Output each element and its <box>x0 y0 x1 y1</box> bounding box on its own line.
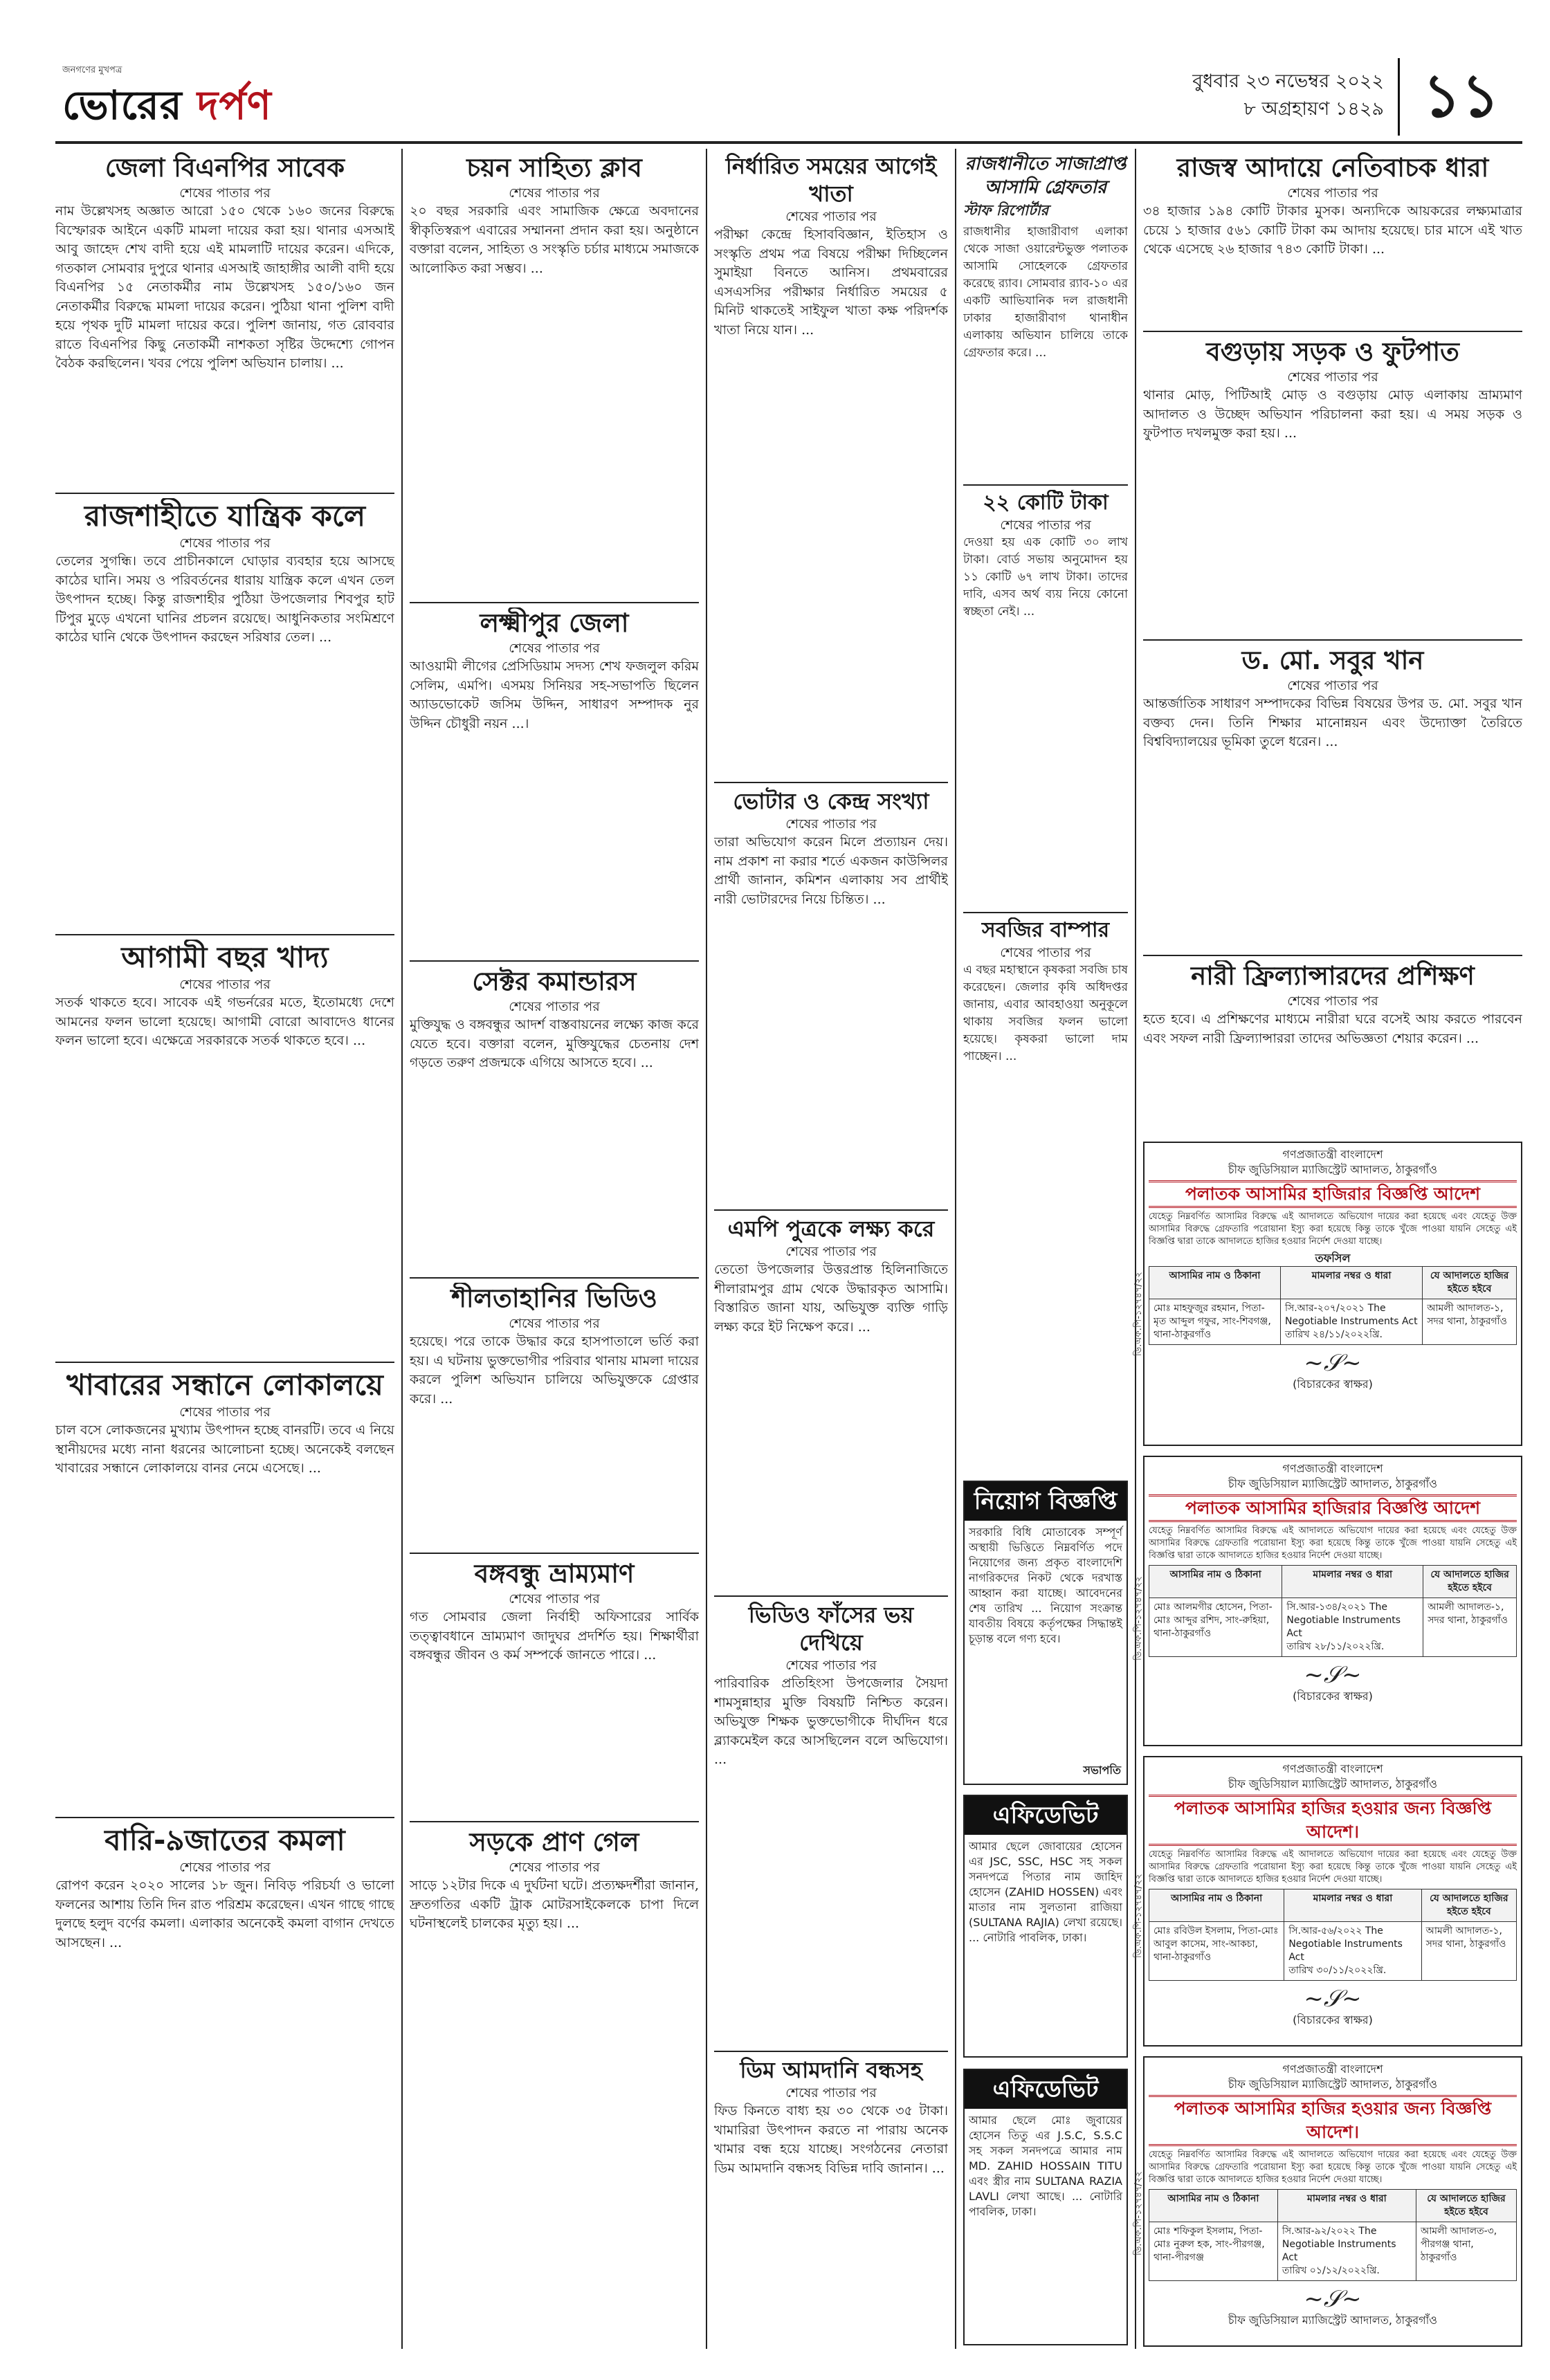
court-name: চীফ জুডিসিয়াল ম্যাজিস্ট্রেট আদালত, ঠাকুরগাঁও <box>1228 2078 1438 2091</box>
article-sector <box>410 966 699 1270</box>
article-body: চাল বসে লোকজনের মুখ্যাম উৎপাদন হচ্ছে বানরটি। তবে এ নিয়ে স্থানীয়দের মধ্যে নানা ধরনের আলোচনা হচ্ছে। অনেকেই বলছেন খাবারের সন্ধানে লোকালয়ে বানর নেমে এসেছে। ... <box>55 1422 394 1476</box>
page-number: ১১ <box>1398 58 1522 136</box>
article-body: আওয়ামী লীগের প্রেসিডিয়াম সদস্য শেখ ফজলুল করিম সেলিম, এমপি। এসময় সিনিয়র সহ-সভাপতি ছিলেন অ্যাডভোকেট জসিম উদ্দিন, সাধারণ সম্পাদক নুর উদ্দিন চৌধুরী নয়ন ...। <box>410 659 699 731</box>
headline: সবজির বাম্পার <box>981 918 1110 942</box>
continued-label: শেষের পাতার পর <box>785 816 877 832</box>
article-body: রোপণ করেন ২০২০ সালের ১৮ জুন। নিবিড় পরিচর্যা ও ভালো ফলনের আশায় তিনি দিন রাত পরিশ্রম করেছেন। এখন গাছে গাছে দুলছে হলুদ বর্ণের কমলা। এলাকার অনেকেই কমলা বাগান দেখতে আসছেন। ... <box>55 1878 394 1950</box>
continued-label: শেষের পাতার পর <box>1000 945 1091 960</box>
continued-label: শেষের পাতার পর <box>509 641 600 656</box>
date-gregorian: বুধবার ২৩ নভেম্বর ২০২২ <box>1192 71 1384 92</box>
cell <box>1282 1598 1423 1657</box>
article-bnp <box>55 152 394 484</box>
article-egg <box>714 2056 948 2347</box>
notice-title: পলাতক আসামির হাজির হওয়ার জন্য বিজ্ঞপ্তি আদেশ। <box>1149 2095 1517 2146</box>
ad-title: এফিডেভিট <box>965 1796 1127 1835</box>
masthead-tagline: জনগণের মুখপত্র <box>62 65 122 75</box>
masthead <box>55 55 1522 138</box>
judge-signature: ~𝒮~ <box>1304 2285 1362 2313</box>
issue-date <box>1079 68 1384 126</box>
notice-title: পলাতক আসামির হাজিরার বিজ্ঞপ্তি আদেশ <box>1149 1494 1517 1522</box>
ad-title: এফিডেভিট <box>965 2070 1127 2109</box>
column-rule <box>955 149 956 2349</box>
article-accident <box>410 1827 699 2348</box>
court-name: চীফ জুডিসিয়াল ম্যাজিস্ট্রেট আদালত, ঠাকুরগাঁও <box>1228 1477 1438 1490</box>
section-rule <box>55 1817 394 1818</box>
col-header: যে আদালতে হাজির হইতে হইবে <box>1423 1566 1517 1598</box>
hearing-date: তারিখ ২৮/১১/২০২২খ্রি. <box>1286 1641 1385 1652</box>
cell: আমলী আদালত-১, সদর থানা, ঠাকুরগাঁও <box>1421 1922 1516 1981</box>
continued-label: শেষের পাতার পর <box>179 185 271 201</box>
section-rule <box>714 1209 948 1211</box>
column-rule <box>401 149 403 2349</box>
article-body: রাজধানীর হাজারীবাগ এলাকা থেকে সাজা ওয়ারেন্টভুক্ত পলাতক আসামি সোহেলকে গ্রেফতার করেছে র‌্যাব। সোমবার র‌্যাব-১০ এর একটি আভিযানিক দল রাজধানী ঢাকার হাজারীবাগ থানাধীন এলাকায় অভিযান চালিয়ে তাকে গ্রেফতার করে। ... <box>963 225 1128 360</box>
notice-preamble: যেহেতু নিম্নবর্ণিত আসামির বিরুদ্ধে এই আদালতে অভিযোগ দায়ের করা হয়েছে এবং যেহেতু উক্ত আসামির বিরুদ্ধে গ্রেফতারি পরোয়ানা ইস্যু করা হয়েছে কিন্তু তাকে খুঁজে পাওয়া যায়নি সেহেতু এই বিজ্ঞপ্তি দ্বারা তাকে আদালতে হাজির হওয়ার নির্দেশ দেওয়া যাচ্ছে। <box>1149 1211 1517 1247</box>
ad-code: ডি.এফ.পি-১২৭৪৭/২২ <box>1133 1874 1144 1958</box>
article-body: তেলের সুগন্ধি। তবে প্রাচীনকালে ঘোড়ার ব্যবহার হয়ে আসছে কাঠের ঘানি। সময় ও পরিবর্তনের ধারায় যান্ত্রিক কলে এখন তেল উৎপাদন হচ্ছে। কিন্তু রাজশাহীর পুঠিয়া উপজেলার শিবপুর হাট টিপুর মুড়ে এখনো ঘানির প্রচলন রয়েছে। আধুনিকতার সংমিশ্রণে কাঠের ঘানি থেকে উৎপাদন করছেন সরিষার তেল। ... <box>55 553 394 645</box>
schedule-table <box>1149 2189 1517 2281</box>
ad-body: সরকারি বিধি মোতাবেক সম্পূর্ণ অস্থায়ী ভিত্তিতে নিম্নবর্ণিত পদে নিয়োগের জন্য প্রকৃত বাংলাদেশি নাগরিকদের নিকট থেকে দরখাস্ত আহ্বান করা যাচ্ছে। আবেদনের শেষ তারিখ ... নিয়োগ সংক্রান্ত যাবতীয় বিষয়ে কর্তৃপক্ষের সিদ্ধান্তই চূড়ান্ত বলে গণ্য হবে। <box>969 1526 1122 1645</box>
article-khata <box>714 152 948 775</box>
article-laxmipur <box>410 607 699 953</box>
col-header: মামলার নম্বর ও ধারা <box>1282 1566 1423 1598</box>
headline: রাজধানীতে সাজাপ্রাপ্ত আসামি গ্রেফতার <box>965 154 1127 198</box>
judge-signature: ~𝒮~ <box>1304 1661 1362 1689</box>
headline: রাজশাহীতে যান্ত্রিক কলে <box>84 499 366 533</box>
article-agri <box>55 498 394 927</box>
continued-label: শেষের পাতার পর <box>1287 185 1378 201</box>
ad-signatory: সভাপতি <box>1083 1764 1121 1777</box>
court-header: গণপ্রজাতন্ত্রী বাংলাদেশ <box>1282 1462 1383 1475</box>
continued-label: শেষের পাতার পর <box>785 209 877 224</box>
case-number: সি.আর-৯২/২০২২ The Negotiable Instruments Act <box>1282 2226 1396 2263</box>
article-vegetable <box>963 917 1128 1471</box>
headline: ডিম আমদানি বন্ধসহ <box>740 2057 922 2083</box>
logo-word-2: দর্পণ <box>182 82 272 129</box>
cell: আমলী আদালত-১, সদর থানা, ঠাকুরগাঁও <box>1423 1598 1517 1657</box>
column-rule <box>706 149 707 2349</box>
section-rule <box>714 782 948 783</box>
headline: বগুড়ায় সড়ক ও ফুটপাত <box>1206 337 1459 367</box>
continued-label: শেষের পাতার পর <box>509 1316 600 1331</box>
judge-signature: ~𝒮~ <box>1304 1349 1362 1377</box>
continued-label: শেষের পাতার পর <box>1287 369 1378 385</box>
continued-label: শেষের পাতার পর <box>1287 678 1378 693</box>
article-taka <box>963 490 1128 905</box>
court-header: গণপ্রজাতন্ত্রী বাংলাদেশ <box>1282 1148 1383 1161</box>
signature-title: চীফ জুডিসিয়াল ম্যাজিস্ট্রেট আদালত, ঠাকুরগাঁও <box>1228 2314 1438 2327</box>
cell: মোঃ শফিকুল ইসলাম, পিতা-মোঃ নুরুল হক, সাং-পীরগঞ্জ, থানা-পীরগঞ্জ <box>1149 2222 1278 2281</box>
hearing-date: তারিখ ২৪/১১/২০২২খ্রি. <box>1284 1329 1383 1340</box>
case-number: সি.আর-৫৬/২০২২ The Negotiable Instruments Act <box>1288 1925 1403 1963</box>
col-header: মামলার নম্বর ও ধারা <box>1277 2190 1416 2222</box>
continued-label: শেষের পাতার পর <box>179 1404 271 1420</box>
continued-label: শেষের পাতার পর <box>785 2085 877 2100</box>
article-body: সতর্ক থাকতে হবে। সাবেক এই গভর্নরের মতে, ইতোমধ্যে দেশে আমনের ফলন ভালো হয়েছে। আগামী বোরো আবাদেও ধানের ফলন ভালো হবে। এক্ষেত্রে সরকারকে সতর্ক থাকতে হবে। ... <box>55 995 394 1048</box>
headline: সেক্টর কমান্ডারস <box>472 967 637 996</box>
headline: ২২ কোটি টাকা <box>983 491 1109 515</box>
table-row <box>1149 1299 1517 1345</box>
schedule-caption: তফসিল <box>1315 1252 1351 1265</box>
continued-label: শেষের পাতার পর <box>509 1591 600 1606</box>
article-body: ৩৪ হাজার ১৯৪ কোটি টাকার মুসক। অন্যদিকে আয়করের লক্ষ্যমাত্রার চেয়ে ১ হাজার ৫৬১ কোটি টাকা কম আদায় হয়েছে। চার মাসে এই খাত থেকে এসেছে ২৬ হাজার ৭৪৩ কোটি টাকা। ... <box>1143 203 1522 257</box>
article-video <box>714 1601 948 2044</box>
court-notice-1 <box>1143 1142 1522 1446</box>
headline: খাবারের সন্ধানে লোকালয়ে <box>66 1368 383 1402</box>
article-body: গত সোমবার জেলা নির্বাহী অফিসারের সার্বিক তত্ত্বাবধানে ভ্রাম্যমাণ জাদুঘর প্রদর্শিত হয়। শিক্ষার্থীরা বঙ্গবন্ধুর জীবন ও কর্ম সম্পর্কে জানতে পারে। ... <box>410 1609 699 1663</box>
headline: লক্ষ্মীপুর জেলা <box>480 608 629 638</box>
table-row <box>1149 2222 1517 2281</box>
newspaper-logo <box>62 75 422 130</box>
article-chayan <box>410 152 699 595</box>
continued-label: শেষের পাতার পর <box>179 1860 271 1875</box>
article-body: থানার মোড়, পিটিআই মোড় ও বগুড়ায় মোড় এলাকায় ভ্রাম্যমাণ আদালত ও উচ্ছেদ অভিযান পরিচালনা করা হয়। এ সময় সড়ক ও ফুটপাত দখলমুক্ত করা হয়। ... <box>1143 387 1522 441</box>
cell: আমলী আদালত-১, সদর থানা, ঠাকুরগাঁও <box>1423 1299 1517 1345</box>
ad-body: আমার ছেলে মোঃ জুবায়ের হোসেন তিতু এর J.S.C, S.S.C সহ সকল সনদপত্রে আমার নাম MD. ZAHID HOSSAIN TITU এবং স্ত্রীর নাম SULTANA RAZIA LAVLI লেখা আছে। ... নোটারি পাবলিক, ঢাকা। <box>969 2114 1122 2218</box>
schedule-table <box>1149 1565 1517 1657</box>
court-notice-2 <box>1143 1456 1522 1746</box>
article-body: দেওয়া হয় এক কোটি ৩০ লাখ টাকা। বোর্ড সভায় অনুমোদন হয় ১১ কোটি ৬৭ লাখ টাকা। তাদের দাবি, এসব অর্থ ব্যয় নিয়ে কোনো স্বচ্ছতা নেই। ... <box>963 536 1128 619</box>
article-body: হয়েছে। পরে তাকে উদ্ধার করে হাসপাতালে ভর্তি করা হয়। এ ঘটনায় ভুক্তভোগীর পরিবার থানায় মামলা দায়ের করলে পুলিশ অভিযান চালিয়ে অভিযুক্তকে গ্রেপ্তার করে। ... <box>410 1334 699 1407</box>
col-header: আসামির নাম ও ঠিকানা <box>1149 2190 1278 2222</box>
section-rule <box>963 912 1128 913</box>
continued-label: শেষের পাতার পর <box>785 1244 877 1259</box>
headline: সড়কে প্রাণ গেল <box>469 1827 639 1857</box>
hearing-date: তারিখ ৩০/১১/২০২২খ্রি. <box>1288 1965 1387 1976</box>
article-body: ফিড কিনতে বাধ্য হয় ৩০ থেকে ৩৫ টাকা। খামারিরা উৎপাদন করতে না পারায় অনেক খামার বন্ধ হয়ে যাচ্ছে। সংগঠনের নেতারা ডিম আমদানি বন্ধসহ বিভিন্ন দাবি জানান। ... <box>714 2103 948 2176</box>
section-rule <box>55 934 394 935</box>
court-name: চীফ জুডিসিয়াল ম্যাজিস্ট্রেট আদালত, ঠাকুরগাঁও <box>1228 1777 1438 1791</box>
date-bengali: ৮ অগ্রহায়ণ ১৪২৯ <box>1243 98 1384 120</box>
article-body: তারা অভিযোগ করেন মিলে প্রত্যায়ন দেয়। নাম প্রকাশ না করার শর্তে একজন কাউন্সিলর প্রার্থী জানান, কমিশন এলাকায় সব প্রার্থীই নারী ভোটারদের নিয়ে চিন্তিত। ... <box>714 834 948 907</box>
col-header: যে আদালতে হাজির হইতে হইবে <box>1416 2190 1516 2222</box>
court-name: চীফ জুডিসিয়াল ম্যাজিস্ট্রেট আদালত, ঠাকুরগাঁও <box>1228 1163 1438 1176</box>
col-header: আসামির নাম ও ঠিকানা <box>1149 1889 1284 1922</box>
col-header: যে আদালতে হাজির হইতে হইবে <box>1423 1267 1517 1299</box>
article-mp <box>714 1215 948 1589</box>
notice-preamble: যেহেতু নিম্নবর্ণিত আসামির বিরুদ্ধে এই আদালতে অভিযোগ দায়ের করা হয়েছে এবং যেহেতু উক্ত আসামির বিরুদ্ধে গ্রেফতারি পরোয়ানা ইস্যু করা হয়েছে কিন্তু তাকে খুঁজে পাওয়া যায়নি সেহেতু এই বিজ্ঞপ্তি দ্বারা তাকে আদালতে হাজির হওয়ার নির্দেশ দেওয়া যাচ্ছে। <box>1149 1849 1517 1885</box>
cell <box>1277 2222 1416 2281</box>
signature-caption: (বিচারকের স্বাক্ষর) <box>1293 1377 1373 1391</box>
cell: মোঃ রবিউল ইসলাম, পিতা-মোঃ আবুল কাসেম, সাং-আকচা, থানা-ঠাকুরগাঁও <box>1149 1922 1284 1981</box>
continued-label: শেষের পাতার পর <box>509 999 600 1014</box>
headline: চয়ন সাহিত্য ক্লাব <box>466 153 642 183</box>
headline: এমপি পুত্রকে লক্ষ্য করে <box>727 1216 935 1242</box>
article-body: আন্তর্জাতিক সাধারণ সম্পাদকের বিভিন্ন বিষয়ের উপর ড. মো. সবুর খান বক্তব্য দেন। তিনি শিক্ষার মানোন্নয়ন এবং উদ্যোক্তা তৈরিতে বিশ্ববিদ্যালয়ের ভূমিকা তুলে ধরেন। ... <box>1143 696 1522 749</box>
schedule-table <box>1149 1266 1517 1345</box>
ad-code: ডি.এফ.পি-১২৭৪৭/২২ <box>1133 1576 1144 1660</box>
court-header: গণপ্রজাতন্ত্রী বাংলাদেশ <box>1282 1762 1383 1775</box>
cell: আমলী আদালত-৩, পীরগঞ্জ থানা, ঠাকুরগাঁও <box>1416 2222 1516 2281</box>
article-rajdhani <box>963 152 1128 477</box>
ad-recruitment <box>963 1481 1128 1785</box>
ad-affidavit-2 <box>963 2069 1128 2345</box>
judge-signature: ~𝒮~ <box>1304 1985 1362 2013</box>
section-rule <box>410 602 699 603</box>
notice-title: পলাতক আসামির হাজির হওয়ার জন্য বিজ্ঞপ্তি আদেশ। <box>1149 1795 1517 1846</box>
article-body: মুক্তিযুদ্ধ ও বঙ্গবন্ধুর আদর্শ বাস্তবায়নের লক্ষ্যে কাজ করে যেতে হবে। বক্তারা বলেন, মুক্তিযুদ্ধের চেতনায় দেশ গড়তে তরুণ প্রজন্মকে এগিয়ে আসতে হবে। ... <box>410 1017 699 1070</box>
headline: বারি-৯জাতের কমলা <box>104 1823 345 1857</box>
section-rule <box>963 484 1128 486</box>
section-rule <box>714 2051 948 2052</box>
cell: মোঃ আলমগীর হোসেন, পিতা-মোঃ আব্দুর রশিদ, সাং-রুহিয়া, থানা-ঠাকুরগাঁও <box>1149 1598 1282 1657</box>
article-food <box>55 940 394 1355</box>
article-road <box>1143 336 1522 634</box>
column-rule <box>1135 149 1136 2349</box>
headline: জেলা বিএনপির সাবেক <box>104 153 345 183</box>
continued-label: শেষের পাতার পর <box>179 977 271 992</box>
notice-preamble: যেহেতু নিম্নবর্ণিত আসামির বিরুদ্ধে এই আদালতে অভিযোগ দায়ের করা হয়েছে এবং যেহেতু উক্ত আসামির বিরুদ্ধে গ্রেফতারি পরোয়ানা ইস্যু করা হয়েছে কিন্তু তাকে খুঁজে পাওয়া যায়নি সেহেতু এই বিজ্ঞপ্তি দ্বারা তাকে আদালতে হাজির হওয়ার নির্দেশ দেওয়া যাচ্ছে। <box>1149 1526 1517 1561</box>
headline: শীলতাহানির ভিডিও <box>451 1283 657 1313</box>
section-rule <box>714 1595 948 1597</box>
article-body: সাড়ে ১২টার দিকে এ দুর্ঘটনা ঘটে। প্রত্যক্ষদর্শীরা জানান, দ্রুতগতির একটি ট্রাক মোটরসাইকেলকে চাপা দিলে ঘটনাস্থলেই চালকের মৃত্যু হয়। ... <box>410 1878 699 1931</box>
article-revenue <box>1143 152 1522 325</box>
notice-preamble: যেহেতু নিম্নবর্ণিত আসামির বিরুদ্ধে এই আদালতে অভিযোগ দায়ের করা হয়েছে এবং যেহেতু উক্ত আসামির বিরুদ্ধে গ্রেফতারি পরোয়ানা ইস্যু করা হয়েছে কিন্তু তাকে খুঁজে পাওয়া যায়নি সেহেতু এই বিজ্ঞপ্তি দ্বারা তাকে আদালতে হাজির হওয়ার নির্দেশ দেওয়া যাচ্ছে। <box>1149 2150 1517 2185</box>
cell <box>1280 1299 1422 1345</box>
headline: নারী ফ্রিল্যান্সারদের প্রশিক্ষণ <box>1191 961 1475 991</box>
ad-code: ডি.এফ.পি-১২৭৪৭/২২ <box>1133 1272 1144 1356</box>
article-bangabandhu <box>410 1558 699 1814</box>
col-header: আসামির নাম ও ঠিকানা <box>1149 1267 1281 1299</box>
col-header: মামলার নম্বর ও ধারা <box>1280 1267 1422 1299</box>
article-body: ২০ বছর সরকারি এবং সামাজিক ক্ষেত্রে অবদানের স্বীকৃতিস্বরূপ এবারের সম্মাননা প্রদান করা হয়। অনুষ্ঠানে বক্তারা বলেন, সাহিত্য ও সংস্কৃতি চর্চার মাধ্যমে সমাজকে আলোকিত করা সম্ভব। ... <box>410 203 699 276</box>
hearing-date: তারিখ ০১/১২/২০২২খ্রি. <box>1282 2265 1380 2276</box>
continued-label: শেষের পাতার পর <box>785 1658 877 1673</box>
section-rule <box>1143 331 1522 332</box>
article-doctor <box>1143 645 1522 949</box>
section-rule <box>55 1362 394 1363</box>
ad-affidavit-1 <box>963 1795 1128 2058</box>
signature-caption: (বিচারকের স্বাক্ষর) <box>1293 2013 1373 2026</box>
section-rule <box>410 1553 699 1554</box>
section-rule <box>410 1821 699 1822</box>
col-header: আসামির নাম ও ঠিকানা <box>1149 1566 1282 1598</box>
ad-title: নিয়োগ বিজ্ঞপ্তি <box>965 1482 1127 1521</box>
continued-label: শেষের পাতার পর <box>509 185 600 201</box>
byline: স্টাফ রিপোর্টার <box>963 202 1049 219</box>
headline: আগামী বছর খাদ্য <box>121 940 329 974</box>
headline: ভোটার ও কেন্দ্র সংখ্যা <box>733 788 929 814</box>
section-rule <box>1143 639 1522 641</box>
section-rule <box>410 1277 699 1279</box>
table-row <box>1149 1922 1517 1981</box>
article-body: পরীক্ষা কেন্দ্রে হিসাববিজ্ঞান, ইতিহাস ও সংস্কৃতি প্রথম পত্র বিষয়ে পরীক্ষা দিচ্ছিলেন সুমাইয়া বিনতে আনিস। প্রথমবারের এসএসসির পরীক্ষার নির্ধারিত সময়ের ৫ মিনিট থাকতেই সাইফুল খাতা কক্ষ পরিদর্শক খাতা নিয়ে যান। ... <box>714 227 948 338</box>
article-body: হতে হবে। এ প্রশিক্ষণের মাধ্যমে নারীরা ঘরে বসেই আয় করতে পারবেন এবং সফল নারী ফ্রিল্যান্সাররা তাদের অভিজ্ঞতা শেয়ার করেন। ... <box>1143 1012 1522 1046</box>
ad-code: ডি.এফ.পি-১২৭৪৭/২২ <box>1133 2171 1144 2255</box>
continued-label: শেষের পাতার পর <box>1287 994 1378 1009</box>
continued-label: শেষের পাতার পর <box>1000 518 1091 533</box>
court-notice-3 <box>1143 1756 1522 2047</box>
article-monkey <box>55 1367 394 1810</box>
case-number: সি.আর-২০৭/২০২১ The Negotiable Instruments Act <box>1284 1303 1418 1327</box>
section-rule <box>55 493 394 494</box>
cell <box>1284 1922 1421 1981</box>
article-women <box>1143 960 1522 1133</box>
notice-title: পলাতক আসামির হাজিরার বিজ্ঞপ্তি আদেশ <box>1149 1180 1517 1208</box>
schedule-table <box>1149 1889 1517 1981</box>
masthead-rule <box>55 141 1522 144</box>
article-voter <box>714 787 948 1202</box>
signature-caption: (বিচারকের স্বাক্ষর) <box>1293 1690 1373 1703</box>
article-body: নাম উল্লেখসহ অজ্ঞাত আরো ১৫০ থেকে ১৬০ জনের বিরুদ্ধে বিস্ফোরক আইনে একটি মামলা দায়ের করা হয়। থানার এসআই আবু জাহেদ শেখ বাদী হয়ে এই মামলাটি দায়ের করেন। এদিকে, গতকাল সোমবার দুপুরে থানার এসআই জাহাঙ্গীর আলী বাদী হয়ে বিএনপির ১৫ নেতাকর্মীর নাম উল্লেখসহ ১৫০/১৬০ জন নেতাকর্মীর বিরুদ্ধে মামলা দায়ের করেন। পুঠিয়া থানা পুলিশ বাদী হয়ে পৃথক দুটি মামলা দায়ের করে। পুলিশ জানায়, গত রোববার রাতে বিএনপির কিছু নেতাকর্মী নাশকতা সৃষ্টির উদ্দেশ্যে গোপন বৈঠক করছিলেন। খবর পেয়ে পুলিশ অভিযান চালায়। ... <box>55 203 394 371</box>
court-header: গণপ্রজাতন্ত্রী বাংলাদেশ <box>1282 2062 1383 2076</box>
article-body: পারিবারিক প্রতিহিংসা উপজেলার সৈয়দা শামসুন্নাহার মুক্তি বিষয়টি নিশ্চিত করেন। অভিযুক্ত শিক্ষক ভুক্তভোগীকে দীর্ঘদিন ধরে ব্ল্যাকমেইল করে আসছিলেন বলে অভিযোগ। ... <box>714 1676 948 1767</box>
headline: ভিডিও ফাঁসের ভয় দেখিয়ে <box>748 1602 914 1656</box>
table-row <box>1149 1598 1517 1657</box>
ad-body: আমার ছেলে জোবায়ের হোসেন এর JSC, SSC, HSC সহ সকল সনদপত্রে পিতার নাম জাহিদ হোসেন (ZAHID HOSSEN) এবং মাতার নাম সুলতানা রাজিয়া (SULTANA RAJIA) লেখা রয়েছে। ... নোটারি পাবলিক, ঢাকা। <box>969 1840 1122 1944</box>
headline: ড. মো. সবুর খান <box>1241 646 1424 675</box>
col-header: মামলার নম্বর ও ধারা <box>1284 1889 1421 1922</box>
article-orange <box>55 1822 394 2348</box>
continued-label: শেষের পাতার পর <box>179 536 271 551</box>
section-rule <box>1143 955 1522 956</box>
continued-label: শেষের পাতার পর <box>509 1860 600 1875</box>
section-rule <box>410 960 699 962</box>
logo-word-1: ভোরের <box>62 82 183 129</box>
cell: মোঃ মাহফুজুর রহমান, পিতা-মৃত আব্দুল গফুর, সাং-শিবগঞ্জ, থানা-ঠাকুরগাঁও <box>1149 1299 1281 1345</box>
article-shil <box>410 1283 699 1546</box>
headline: রাজস্ব আদায়ে নেতিবাচক ধারা <box>1176 153 1489 183</box>
court-notice-4 <box>1143 2056 1522 2347</box>
headline: বঙ্গবন্ধু ভ্রাম্যমাণ <box>474 1559 635 1589</box>
article-body: এ বছর মহাস্থানে কৃষকরা সবজি চাষ করেছেন। জেলার কৃষি অধিদপ্তর জানায়, এবার আবহাওয়া অনুকূলে থাকায় সবজির ফলন ভালো হয়েছে। কৃষকরা ভালো দাম পাচ্ছেন। ... <box>963 963 1128 1063</box>
headline: নির্ধারিত সময়ের আগেই খাতা <box>725 153 937 207</box>
article-body: তেতো উপজেলার উত্তরপ্রান্ত হিলিনাজিতে শীলারামপুর গ্রাম থেকে উদ্ধারকৃত আসামি। বিস্তারিত জানা যায়, অভিযুক্ত ব্যক্তি গাড়ি লক্ষ্য করে ইট নিক্ষেপ করে। ... <box>714 1262 948 1335</box>
col-header: যে আদালতে হাজির হইতে হইবে <box>1421 1889 1516 1922</box>
case-number: সি.আর-১৩৪/২০২১ The Negotiable Instruments Act <box>1286 1602 1401 1639</box>
